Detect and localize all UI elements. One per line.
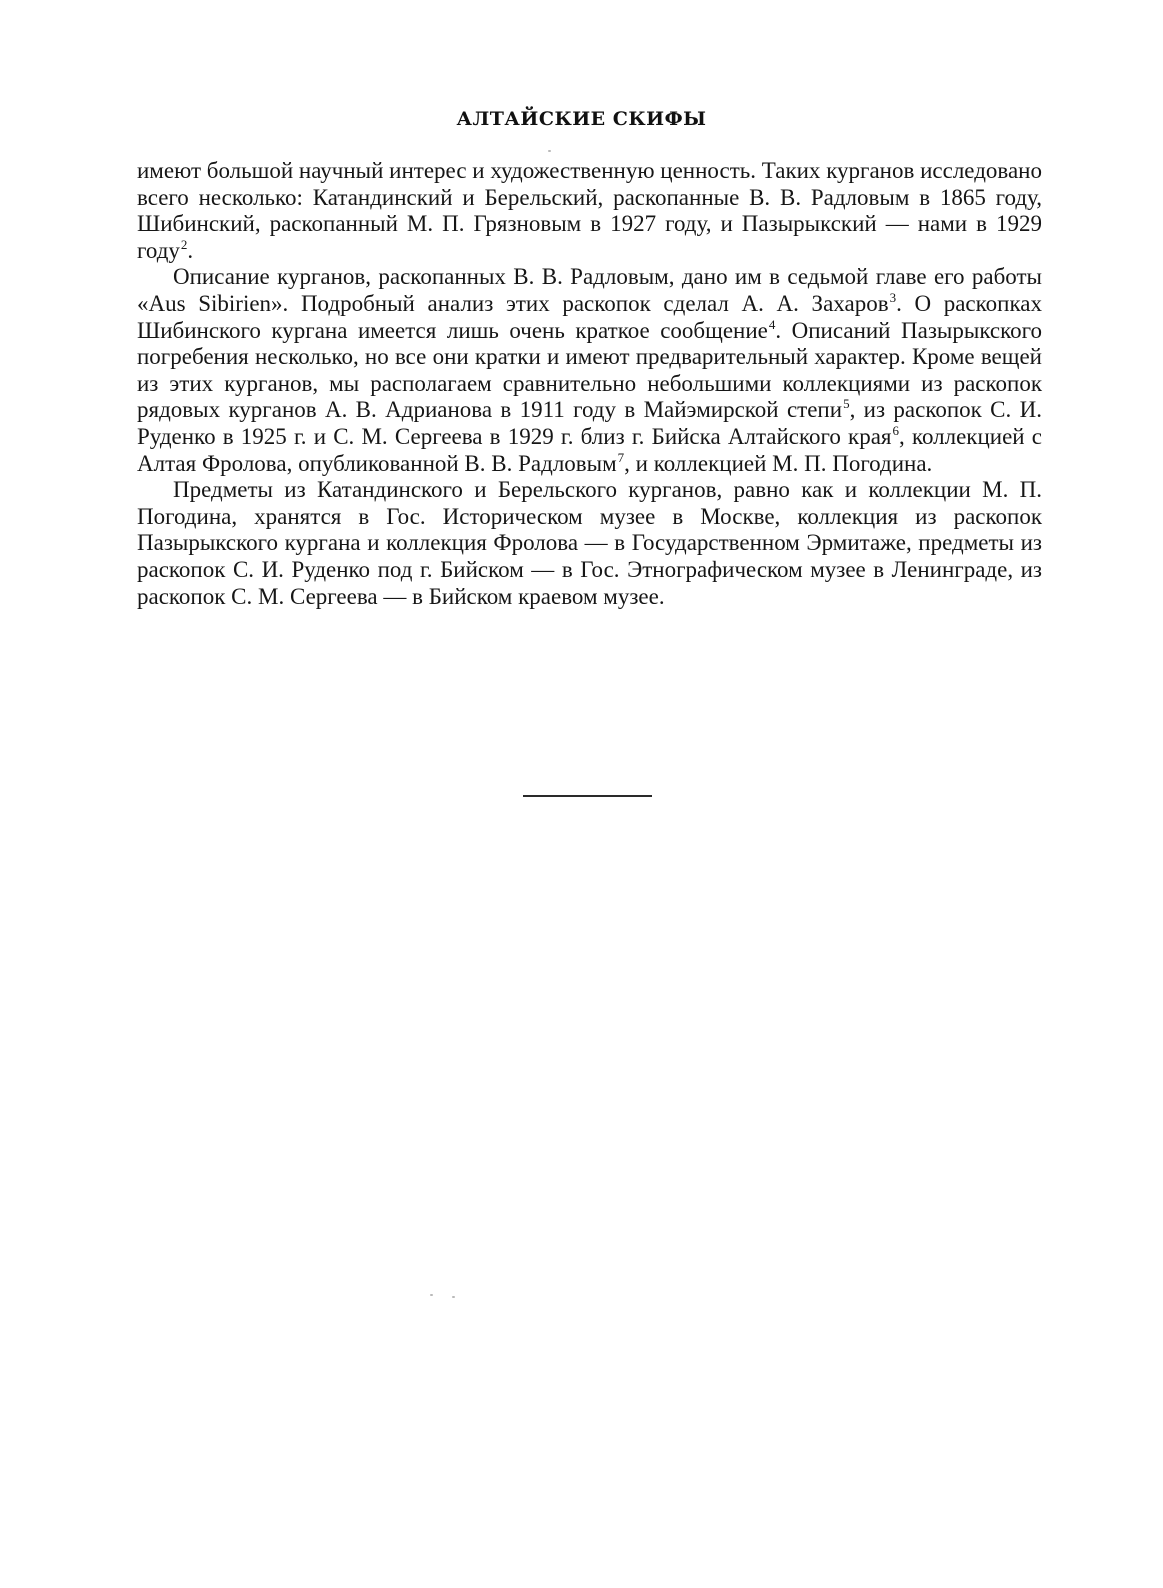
scan-speck [430,1294,433,1296]
text-run: . Описаний Пазырыкского погребения несколько, но все они кратки и имеют предварительный характер. Кроме вещей из этих курганов, мы располагаем сравнительно небольшими коллекциями из раскопок рядовых курганов А. В. Адрианова в 1911 году в Майэмирской степи [137,317,1042,423]
text-run: , коллекцией с Алтая Фролова, опубликованной В. В. Радловым [137,423,1043,476]
text-run: , и коллекцией М. П. Погодина. [624,450,933,476]
text-run: Описание курганов, раскопанных В. В. Радловым, дано им в седьмой главе его работы «Aus Sibirien». Подробный анализ этих раскопок сделал А. А. Захаров [137,264,1042,316]
scan-speck [452,1296,455,1298]
text-run: , из раскопок С. И. Руденко в 1925 г. и С. М. Сергеева в 1929 г. близ г. Бийска Алтайского края [137,397,1042,449]
footnote-ref-5: 5 [843,396,850,412]
text-run: имеют большой научный интерес и художественную ценность. Таких курганов исследовано всего несколько: Катандинский и Берельский, раскопанные В. В. Радловым в 1865 году, Шибинский, раскопанный М. П. Грязновым в 1927 году, и Пазырыкский — нами в 1929 году [137,158,1042,263]
footnote-ref-7: 7 [617,449,625,465]
text-run: . О раскопках Шибинского кургана имеется лишь очень краткое сообщение [137,290,1042,343]
paragraph-3 [137,477,1042,610]
text-run: . [187,237,194,263]
footnote-ref-3: 3 [889,289,897,305]
text-run: Предметы из Катандинского и Берельского курганов, равно как и коллекции М. П. Погодина, хранятся в Гос. Историческом музее в Москве, коллекция из раскопок Пазырыкского кургана и коллекция Фролова — в Государственном Эрмитаже, предметы из раскопок С. И. Руденко под г. Бийском — в Гос. Этнографическом музее в Ленинграде, из раскопок С. М. Сергеева — в Бийском краевом музее. [137,477,1042,609]
running-title: АЛТАЙСКИЕ СКИФЫ [456,108,707,130]
footnote-ref-4: 4 [768,316,776,332]
section-end-rule [523,795,652,797]
footnote-ref-2: 2 [180,236,188,252]
paragraph-1 [137,158,1042,264]
footnote-ref-6: 6 [892,422,900,438]
scan-speck [548,150,551,152]
body-text [137,158,1042,610]
paragraph-2 [137,264,1042,477]
